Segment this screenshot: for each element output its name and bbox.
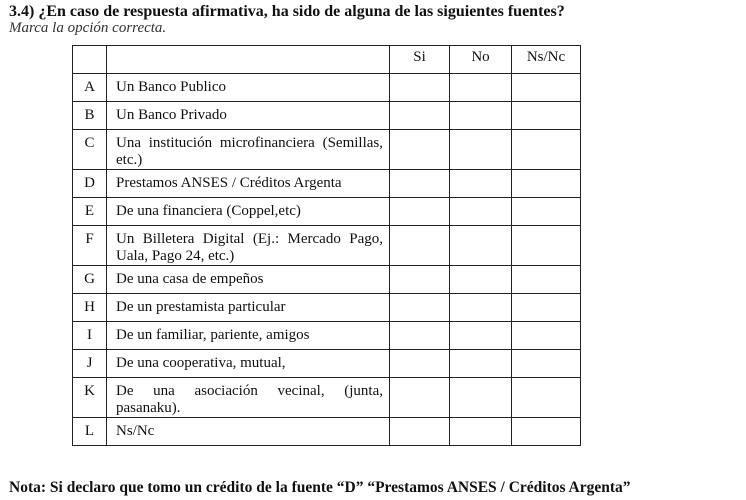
header-nsnc: Ns/Nc	[512, 46, 581, 74]
answer-cell-nsnc[interactable]	[512, 350, 581, 378]
row-letter: B	[73, 102, 107, 130]
answer-cell-nsnc[interactable]	[512, 198, 581, 226]
header-label-cell	[107, 46, 390, 74]
table-row	[73, 294, 581, 322]
row-letter: L	[73, 418, 107, 446]
answer-cell-nsnc[interactable]	[512, 102, 581, 130]
table-row	[73, 102, 581, 130]
answer-cell-si[interactable]	[390, 74, 450, 102]
row-letter: C	[73, 130, 107, 170]
answer-cell-no[interactable]	[450, 74, 512, 102]
row-label: Un Banco Publico	[107, 74, 390, 102]
question-instruction: Marca la opción correcta.	[9, 20, 167, 36]
row-label: De una asociación vecinal, (junta, pasanaku).	[107, 378, 390, 418]
table-row	[73, 266, 581, 294]
table-row	[73, 322, 581, 350]
answer-cell-nsnc[interactable]	[512, 322, 581, 350]
row-label: De una cooperativa, mutual,	[107, 350, 390, 378]
answer-cell-no[interactable]	[450, 170, 512, 198]
answer-cell-no[interactable]	[450, 198, 512, 226]
answer-cell-si[interactable]	[390, 294, 450, 322]
answer-cell-no[interactable]	[450, 322, 512, 350]
row-label: Un Banco Privado	[107, 102, 390, 130]
row-letter: F	[73, 226, 107, 266]
table-row	[73, 130, 581, 170]
row-letter: D	[73, 170, 107, 198]
question-title: 3.4) ¿En caso de respuesta afirmativa, ha sido de alguna de las siguientes fuentes?	[9, 3, 565, 20]
answer-cell-nsnc[interactable]	[512, 170, 581, 198]
table-row	[73, 170, 581, 198]
header-si: Si	[390, 46, 450, 74]
row-label: Ns/Nc	[107, 418, 390, 446]
answer-cell-no[interactable]	[450, 418, 512, 446]
answer-cell-nsnc[interactable]	[512, 266, 581, 294]
answer-cell-no[interactable]	[450, 350, 512, 378]
table-row	[73, 378, 581, 418]
answer-cell-si[interactable]	[390, 226, 450, 266]
table-row	[73, 226, 581, 266]
row-letter: G	[73, 266, 107, 294]
table-row	[73, 350, 581, 378]
answer-cell-si[interactable]	[390, 350, 450, 378]
answer-cell-no[interactable]	[450, 130, 512, 170]
answer-cell-nsnc[interactable]	[512, 130, 581, 170]
row-letter: H	[73, 294, 107, 322]
answer-cell-no[interactable]	[450, 266, 512, 294]
row-label: De una casa de empeños	[107, 266, 390, 294]
answer-cell-nsnc[interactable]	[512, 418, 581, 446]
answer-cell-si[interactable]	[390, 102, 450, 130]
answer-cell-nsnc[interactable]	[512, 74, 581, 102]
answer-cell-si[interactable]	[390, 130, 450, 170]
row-letter: K	[73, 378, 107, 418]
row-label: Una institución microfinanciera (Semillas, etc.)	[107, 130, 390, 170]
header-letter-cell	[73, 46, 107, 74]
table-row	[73, 198, 581, 226]
answer-cell-si[interactable]	[390, 198, 450, 226]
answer-cell-si[interactable]	[390, 170, 450, 198]
footnote: Nota: Si declaro que tomo un crédito de la fuente “D” “Prestamos ANSES / Créditos Argenta”	[9, 479, 631, 496]
answer-cell-no[interactable]	[450, 294, 512, 322]
row-label: De una financiera (Coppel,etc)	[107, 198, 390, 226]
answer-cell-nsnc[interactable]	[512, 378, 581, 418]
answer-cell-no[interactable]	[450, 226, 512, 266]
answer-cell-no[interactable]	[450, 378, 512, 418]
answer-cell-si[interactable]	[390, 322, 450, 350]
answer-cell-nsnc[interactable]	[512, 226, 581, 266]
row-letter: J	[73, 350, 107, 378]
row-letter: A	[73, 74, 107, 102]
answer-cell-no[interactable]	[450, 102, 512, 130]
row-label: Prestamos ANSES / Créditos Argenta	[107, 170, 390, 198]
table-row	[73, 74, 581, 102]
header-no: No	[450, 46, 512, 74]
row-label: De un familiar, pariente, amigos	[107, 322, 390, 350]
answer-cell-si[interactable]	[390, 378, 450, 418]
row-letter: I	[73, 322, 107, 350]
row-label: Un Billetera Digital (Ej.: Mercado Pago, Uala, Pago 24, etc.)	[107, 226, 390, 266]
table-row	[73, 418, 581, 446]
answer-cell-si[interactable]	[390, 418, 450, 446]
row-letter: E	[73, 198, 107, 226]
answer-cell-nsnc[interactable]	[512, 294, 581, 322]
answer-cell-si[interactable]	[390, 266, 450, 294]
table-header-row	[73, 46, 581, 74]
sources-table	[72, 45, 581, 446]
row-label: De un prestamista particular	[107, 294, 390, 322]
